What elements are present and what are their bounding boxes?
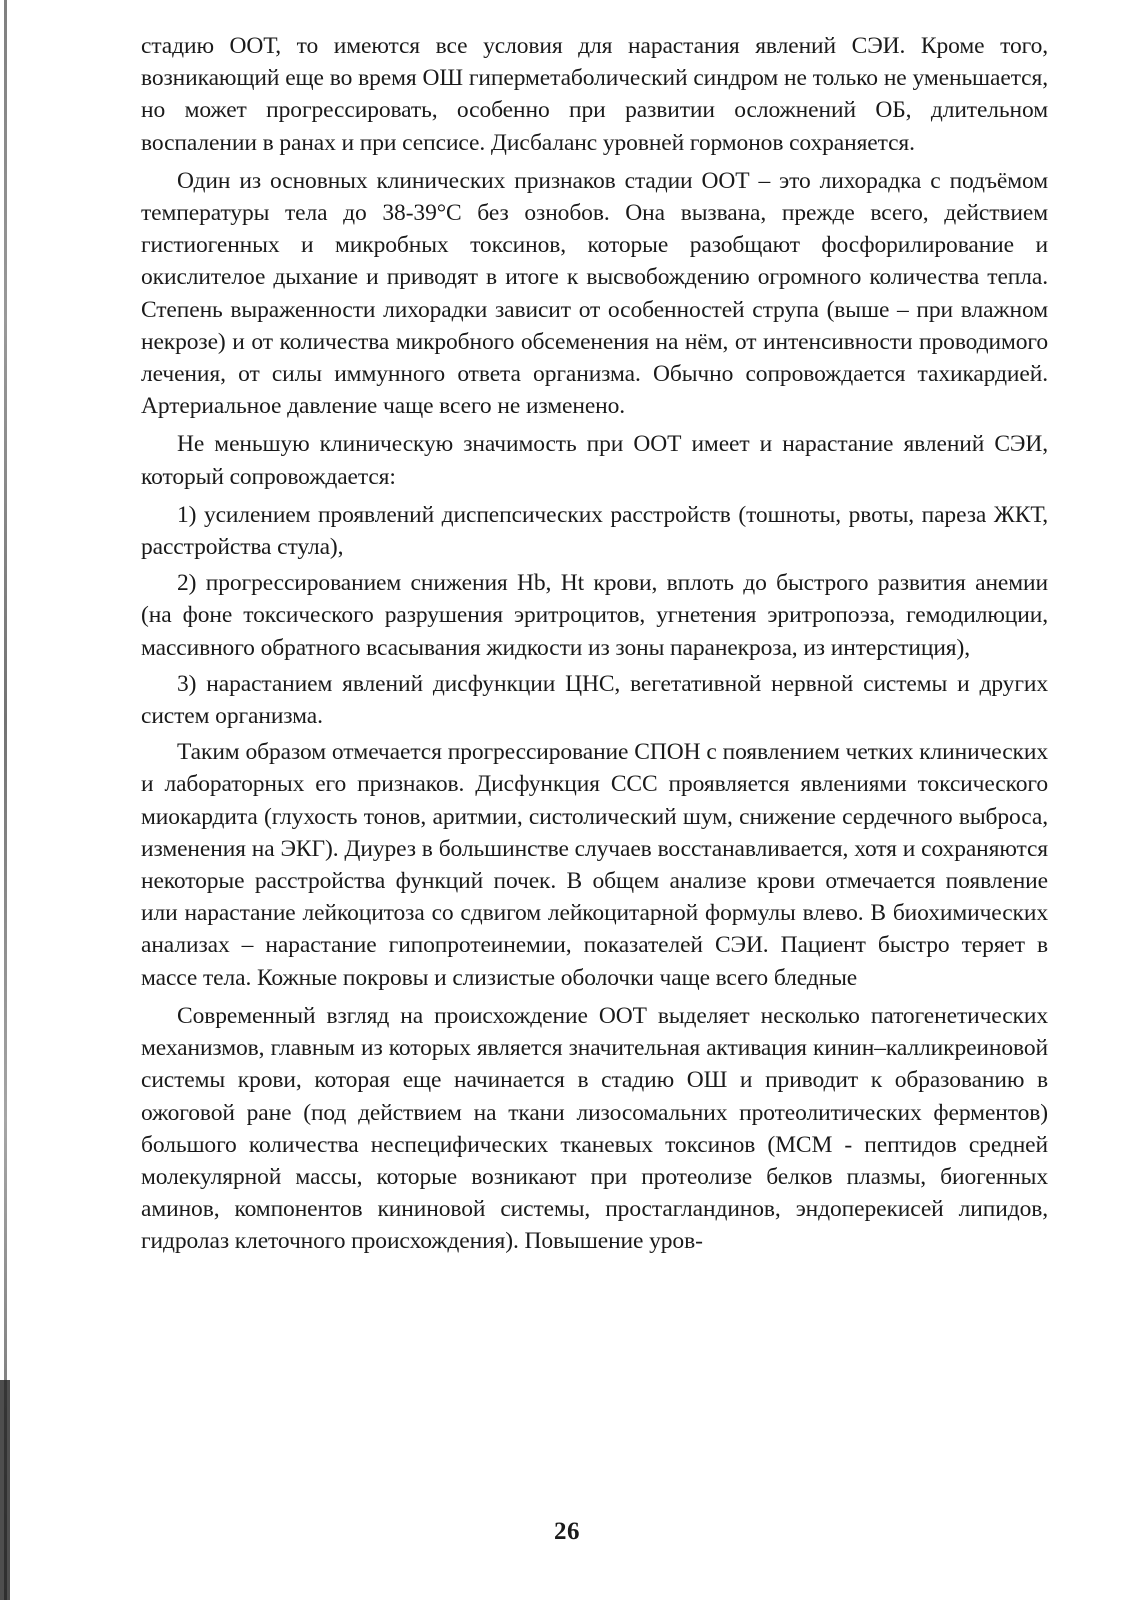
paragraph-pathogenesis: Современный взгляд на происхождение ООТ выделяет несколько патогенетических механизмов, главным из которых является значительная активация кинин–калликреиновой системы крови, которая еще начинается в стадию ОШ и приводит к образованию в ожоговой ране (под действием на ткани лизосомальних протеолитических ферментов) большого количества неспецифических тканевых токсинов (МСМ - пептидов средней молекулярной массы, которые возникают при протеолизе белков плазмы, биогенных аминов, компонентов кининовой системы, простагландинов, эндоперекисей липидов, гидролаз клеточного происхождения). Повышение уров-: [141, 1002, 1048, 1255]
paragraph-sei-intro: Не меньшую клиническую значимость при ООТ имеет и нарастание явлений СЭИ, который сопровождается:: [141, 431, 1048, 490]
paragraph-spon: Таким образом отмечается прогрессирование СПОН с появлением четких клинических и лабораторных его признаков. Дисфункция ССС проявляется явлениями токсического миокардита (глухость тонов, аритмии, систолический шум, снижение сердечного выброса, изменения на ЭКГ). Диурез в большинстве случаев восстанавливается, хотя и сохраняются некоторые расстройства функций почек. В общем анализе крови отмечается появление или нарастание лейкоцитоза со сдвигом лейкоцитарной формулы влево. В биохимических анализах – нарастание гипопротеинемии, показателей СЭИ. Пациент быстро теряет в массе тела. Кожные покровы и слизистые оболочки чаще всего бледные: [141, 739, 1048, 991]
page-body: [141, 30, 1048, 1264]
list-item-1: 1) усилением проявлений диспепсических расстройств (тошноты, рвоты, пареза ЖКТ, расстройства стула),: [141, 501, 1048, 561]
paragraph-continuation: стадию ООТ, то имеются все условия для нарастания явлений СЭИ. Кроме того, возникающий еще во время ОШ гиперметаболический синдром не только не уменьшается, но может прогрессировать, особенно при развитии осложнений ОБ, длительном воспалении в ранах и при сепсисе. Дисбаланс уровней гормонов сохраняется.: [141, 33, 1048, 156]
paragraph-fever: Один из основных клинических признаков стадии ООТ – это лихорадка с подъёмом температуры тела до 38-39°С без ознобов. Она вызвана, прежде всего, действием гистиогенных и микробных токсинов, которые разобщают фосфорилирование и окислителое дыхание и приводят в итоге к высвобождению огромного количества тепла. Степень выраженности лихорадки зависит от особенностей струпа (выше – при влажном некрозе) и от количества микробного обсеменения на нём, от интенсивности проводимого лечения, от силы иммунного ответа организма. Обычно сопровождается тахикардией. Артериальное давление чаще всего не изменено.: [141, 167, 1048, 420]
list-item-3: 3) нарастанием явлений дисфункции ЦНС, вегетативной нервной системы и других систем организма.: [141, 670, 1048, 730]
list-item-2: 2) прогрессированием снижения Hb, Ht крови, вплоть до быстрого развития анемии (на фоне токсического разрушения эритроцитов, угнетения эритропоэза, гемодилюции, массивного обратного всасывания жидкости из зоны паранекроза, из интерстиция),: [141, 570, 1048, 661]
page-number: 26: [554, 1518, 580, 1545]
binding-edge-shadow: [4, 0, 7, 1600]
binding-edge-dark-corner: [0, 1380, 10, 1600]
